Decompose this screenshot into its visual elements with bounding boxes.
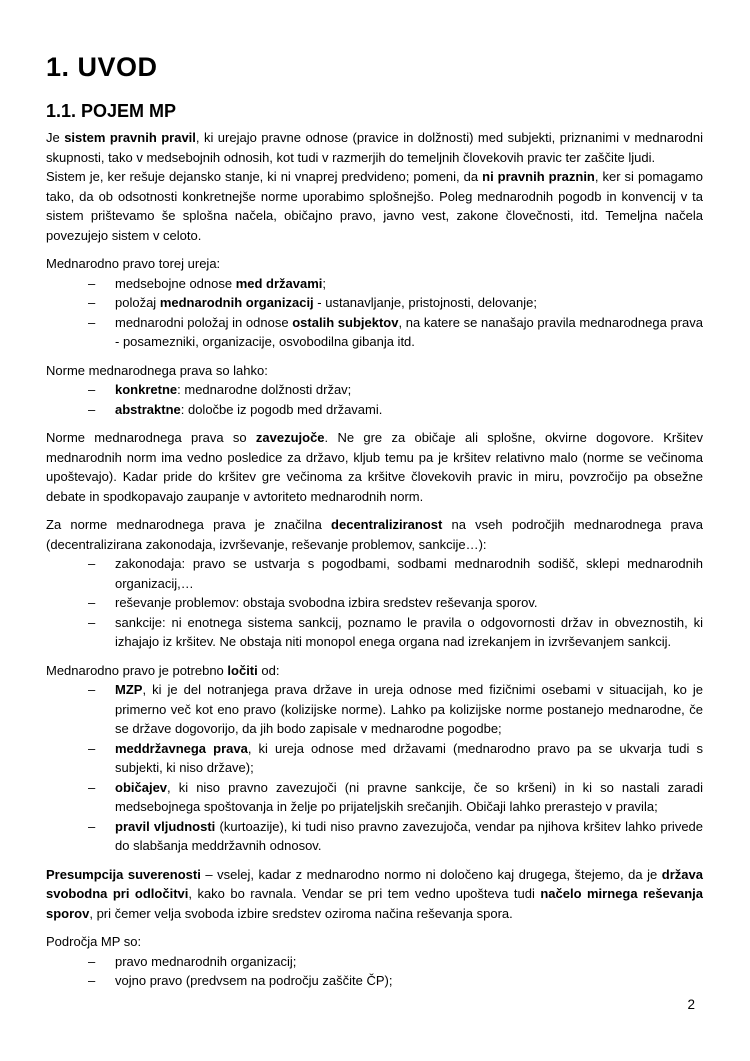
text-run: vojno pravo (predvsem na področju zaščite ČP);: [115, 973, 393, 988]
text-run: . Ne gre za običaje ali splošne, okvirne dogovore. Kršitev mednarodnih norm ima vedno posledice za državo, kljub temu pa je kršitev relativno malo (norme se večinoma upoštevajo). Kadar pride do kršitev gre večinoma za kršitve človekovih pravic in miru, povzročijo pa obsežne debate in spodkopavajo zaupanje v avtoriteto mednarodnih norm.: [46, 430, 703, 504]
text-run: na vseh področjih mednarodnega prava (decentralizirana zakonodaja, izvrševanje, reševanje problemov, sankcije…):: [46, 517, 703, 552]
bullet-dash: –: [88, 295, 96, 310]
text-run: ni pravnih praznin: [482, 169, 595, 184]
text-run: , pri čemer velja svoboda izbire sredstev oziroma načina reševanja spora.: [89, 905, 513, 921]
text-run: sistem pravnih pravil: [64, 130, 196, 145]
text-run: (kurtoazije), ki tudi niso pravno zavezujoča, vendar pa njihova kršitev lahko privede do slabšanja meddržavnih odnosov.: [115, 818, 704, 853]
text-run: država svobodna pri odločitvi: [46, 866, 703, 901]
bullet-dash: –: [88, 682, 96, 697]
paragraph: [46, 254, 703, 274]
text-run: reševanje problemov: obstaja svobodna izbira sredstev reševanja sporov.: [115, 595, 538, 610]
text-run: sankcije: ni enotnega sistema sankcij, poznamo le pravila o odgovornosti držav in obveznostih, ki izhajajo iz kršitev. Ne obstaja niti monopol enega organa nad izrekanjem in izvrševanjem sankcij.: [115, 614, 703, 649]
text-run: decentraliziranost: [331, 517, 443, 532]
text-run: mednarodni položaj in odnose: [115, 314, 293, 330]
list-item: [46, 274, 703, 294]
paragraph: [46, 515, 703, 554]
text-run: Presumpcija suverenosti: [46, 866, 201, 882]
blank-line: [46, 506, 703, 515]
text-run: , na katere se nanašajo pravila mednarodnega prava - posamezniki, organizacije, osvobodilna gibanja itd.: [115, 314, 703, 349]
text-run: med državami: [235, 275, 323, 291]
text-run: - ustanavljanje, pristojnosti, delovanje;: [313, 295, 537, 310]
text-run: , ki je del notranjega prava države in ureja odnose med fizičnimi osebami v situacijah, ko je primerno več kot eno pravo (kolizijske norme). Lahko pa kolizijske norme postanejo mednarodne, če se države dogovorijo, da jih bodo zapisale v mednarodne pogodbe;: [115, 682, 703, 736]
text-run: abstraktne: [115, 401, 181, 417]
list-item: [46, 313, 703, 352]
text-run: načelo mirnega reševanja sporov: [46, 886, 703, 921]
text-run: : določbe iz pogodb med državami.: [180, 401, 383, 417]
bullet-dash: –: [88, 973, 96, 988]
bullet-dash: –: [88, 614, 96, 630]
text-run: Mednarodno pravo je potrebno: [46, 662, 228, 678]
text-run: od:: [257, 662, 280, 678]
bullet-dash: –: [88, 275, 96, 291]
text-run: Norme mednarodnega prava so lahko:: [46, 362, 268, 378]
text-run: ostalih subjektov: [292, 314, 399, 330]
bullet-dash: –: [88, 953, 96, 969]
list-item: [46, 380, 703, 400]
list-item: [46, 817, 703, 856]
blank-line: [46, 652, 703, 661]
list-item: [46, 400, 703, 420]
text-run: ;: [322, 275, 327, 291]
text-run: konkretne: [115, 382, 178, 397]
text-run: Za norme mednarodnega prava je značilna: [46, 517, 332, 532]
paragraph: [46, 167, 703, 245]
list-item: [46, 593, 703, 613]
bullet-dash: –: [88, 382, 96, 397]
text-run: položaj: [115, 295, 160, 310]
text-run: , ki niso pravno zavezujoči (ni pravne sankcije, če so kršeni) in ki so nastali zaradi medsebojnega spoštovanja in želje po prijateljskih srečanjih. Običaji lahko prerastejo v pravila;: [115, 779, 703, 814]
bullet-dash: –: [88, 779, 96, 795]
list-item: [46, 680, 703, 739]
blank-line: [46, 245, 703, 254]
text-run: , ker si pomagamo tako, da ob odsotnosti konkretnejše norme uporabimo splošnejšo. Poleg mednarodnih pogodb in konvencij v ta sistem prištevamo še splošna načela, običajno pravo, javno vest, zakone človečnosti, itd. Temeljna načela povezujejo sistem v celoto.: [46, 169, 703, 243]
bullet-dash: –: [88, 556, 96, 571]
text-run: zavezujoče: [255, 430, 325, 445]
bullet-dash: –: [88, 401, 96, 417]
blank-line: [46, 856, 703, 865]
text-run: mednarodnih organizacij: [159, 295, 314, 310]
text-run: medsebojne odnose: [115, 275, 236, 291]
text-run: , ki urejajo pravne odnose (pravice in dolžnosti) med subjekti, priznanimi v mednarodni skupnosti, tako v medsebojnih odnosih, kot tudi v razmerjih do temeljnih človekovih pravic ter zaščite ljudi.: [46, 130, 704, 165]
paragraph: [46, 128, 703, 167]
paragraph: [46, 865, 703, 924]
bullet-dash: –: [88, 818, 96, 834]
text-run: – vselej, kadar z mednarodno normo ni določeno kaj drugega, štejemo, da je: [200, 866, 662, 882]
list-item: [46, 952, 703, 972]
page-title: 1. UVOD: [46, 52, 158, 82]
list-item: [46, 778, 703, 817]
text-run: pravo mednarodnih organizacij;: [115, 953, 297, 969]
text-run: , ki ureja odnose med državami (mednarodno pravo pa se ukvarja tudi s subjekti, ki niso države);: [115, 740, 703, 775]
paragraph: [46, 428, 703, 506]
text-run: Področja MP so:: [46, 934, 142, 949]
text-run: Mednarodno pravo torej ureja:: [46, 256, 221, 271]
bullet-dash: –: [88, 314, 96, 330]
text-run: pravil vljudnosti: [115, 818, 216, 834]
text-run: Je: [46, 130, 65, 145]
blank-line: [46, 352, 703, 361]
paragraph: [46, 661, 703, 681]
text-run: meddržavnega prava: [115, 740, 248, 756]
list-item: [46, 971, 703, 991]
text-run: Sistem je, ker rešuje dejansko stanje, ki ni vnaprej predvideno; pomeni, da: [46, 169, 483, 184]
paragraph: [46, 932, 703, 952]
text-run: , kako bo ravnala. Vendar se pri tem vedno upošteva tudi: [188, 886, 541, 901]
list-item: [46, 739, 703, 778]
document-body: [46, 52, 703, 991]
list-item: [46, 613, 703, 652]
paragraph: [46, 361, 703, 381]
bullet-dash: –: [88, 595, 96, 610]
list-item: [46, 554, 703, 593]
blank-line: [46, 419, 703, 428]
section-heading: 1.1. POJEM MP: [46, 101, 177, 121]
text-run: MZP: [115, 682, 143, 697]
text-run: običajev: [115, 779, 168, 795]
text-run: : mednarodne dolžnosti držav;: [177, 382, 352, 397]
text-run: Norme mednarodnega prava so: [46, 430, 256, 445]
page-number: 2: [687, 997, 695, 1012]
list-item: [46, 293, 703, 313]
text-run: ločiti: [227, 662, 258, 678]
bullet-dash: –: [88, 740, 96, 756]
document-blocks: [46, 128, 703, 991]
blank-line: [46, 923, 703, 932]
text-run: zakonodaja: pravo se ustvarja s pogodbami, sodbami mednarodnih sodišč, sklepi mednarodnih organizacij,…: [115, 556, 703, 591]
